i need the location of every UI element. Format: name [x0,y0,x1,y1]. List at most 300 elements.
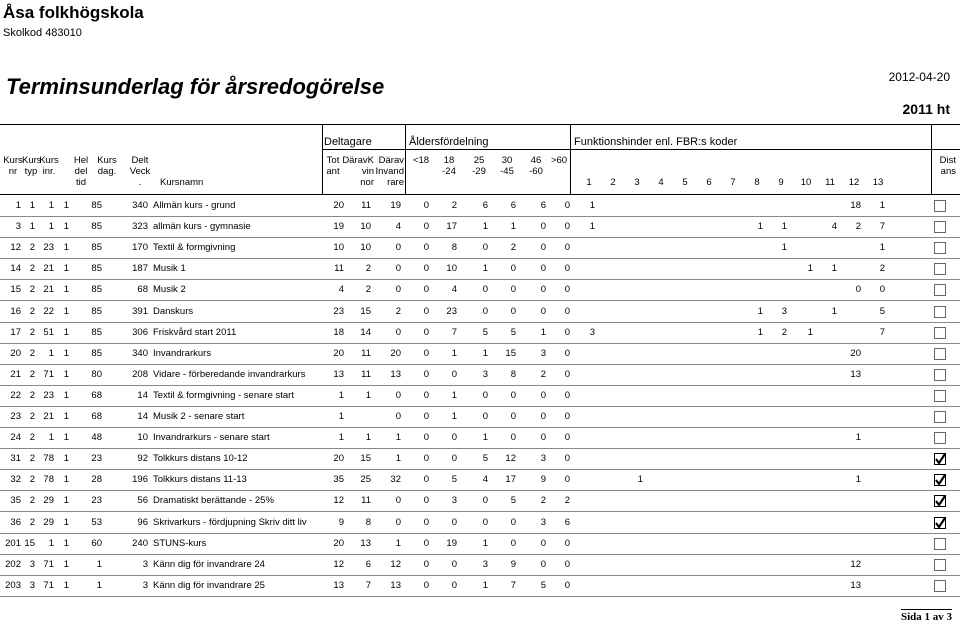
cell-a18_24: 5 [451,474,457,485]
cell-a25_29: 1 [482,221,488,232]
cell-veck: 68 [137,284,148,295]
cell-a60: 0 [564,538,570,549]
cell-heldeltid: 1 [63,474,69,485]
table-row [0,448,960,469]
cell-f11: 1 [831,306,837,317]
cell-f11: 1 [831,263,837,274]
cell-a60: 6 [564,517,570,528]
cell-a46_60: 0 [540,538,546,549]
cell-a30_45: 0 [510,306,516,317]
cell-daravinvandrare: 2 [395,306,401,317]
checkmark-icon [934,494,947,508]
cell-veck: 3 [142,559,148,570]
cell-kursnamn: Invandrarkurs [153,348,212,359]
cell-daravinvandrare: 13 [390,580,401,591]
cell-a46_60: 9 [540,474,546,485]
cell-kursinr: 23 [43,390,54,401]
cell-a30_45: 0 [510,432,516,443]
cell-f13: 7 [879,221,885,232]
cell-a18: 0 [423,284,429,295]
cell-kurstyp: 2 [29,242,35,253]
cell-kursnr: 17 [10,327,21,338]
cell-kursnr: 20 [10,348,21,359]
cell-daravkvinnor: 25 [360,474,371,485]
cell-kurstyp: 15 [24,538,35,549]
cell-a30_45: 12 [505,453,516,464]
cell-totant: 19 [333,221,344,232]
distans-checkbox[interactable] [934,369,946,381]
cell-a30_45: 6 [510,200,516,211]
cell-totant: 12 [333,559,344,570]
distans-checkbox[interactable] [934,580,946,592]
cell-a60: 0 [564,200,570,211]
column-header-a18: <18 [412,155,430,166]
cell-daravkvinnor: 15 [360,453,371,464]
cell-kursnamn: Musik 2 - senare start [153,411,245,422]
cell-f10: 1 [807,263,813,274]
cell-a30_45: 0 [510,411,516,422]
cell-totant: 11 [334,263,344,274]
cell-a18_24: 0 [451,559,457,570]
column-header-kursinr: Kurs inr. [39,155,59,177]
table-row [0,385,960,406]
cell-totant: 1 [338,390,344,401]
cell-kursinr: 21 [43,411,54,422]
cell-daravinvandrare: 20 [390,348,401,359]
column-header-kursnamn: Kursnamn [160,177,204,188]
cell-heldeltid: 1 [63,432,69,443]
cell-veck: 187 [132,263,148,274]
cell-kursnr: 14 [10,263,21,274]
cell-f3: 1 [637,474,643,485]
cell-a18_24: 2 [451,200,457,211]
distans-checkbox[interactable] [934,284,946,296]
cell-daravkvinnor: 6 [365,559,371,570]
cell-a30_45: 0 [510,263,516,274]
column-header-f12: 12 [848,177,860,188]
cell-daravkvinnor [356,406,371,427]
school-code: Skolkod 483010 [3,27,82,39]
cell-a46_60: 0 [540,559,546,570]
cell-daravkvinnor: 7 [365,580,371,591]
cell-f13: 2 [879,263,885,274]
cell-a60: 0 [564,348,570,359]
cell-veck: 340 [132,348,148,359]
cell-kurstyp: 2 [29,411,35,422]
cell-kursnamn: Allmän kurs - grund [153,200,236,211]
cell-f11: 4 [831,221,837,232]
cell-a25_29: 0 [482,390,488,401]
cell-a46_60: 0 [540,432,546,443]
distans-checkbox-checked[interactable] [934,474,946,486]
cell-a25_29: 5 [482,453,488,464]
cell-kursinr: 78 [43,474,54,485]
cell-kurstyp: 2 [29,263,35,274]
cell-veck: 208 [132,369,148,380]
cell-a30_45: 0 [510,538,516,549]
cell-kursnr: 21 [10,369,21,380]
cell-daravkvinnor: 8 [365,517,371,528]
cell-totant: 9 [338,517,344,528]
cell-a25_29: 3 [482,369,488,380]
cell-totant: 12 [333,495,344,506]
cell-kursdag: 23 [91,453,102,464]
cell-kurstyp: 3 [29,580,35,591]
table-row [0,258,960,279]
cell-a60: 0 [564,263,570,274]
column-header-f13: 13 [872,177,884,188]
checkmark-icon [934,473,947,487]
cell-a18_24: 0 [451,369,457,380]
cell-f12: 12 [850,559,861,570]
cell-f12: 20 [850,348,861,359]
table-row [0,490,960,511]
column-header-kursdag: Kurs dag. [97,155,117,177]
cell-a25_29: 1 [482,432,488,443]
cell-a25_29: 4 [482,474,488,485]
cell-kursnamn: allmän kurs - gymnasie [153,221,251,232]
cell-totant: 1 [338,432,344,443]
distans-checkbox[interactable] [934,432,946,444]
cell-daravkvinnor: 10 [360,221,371,232]
cell-veck: 196 [132,474,148,485]
distans-checkbox-checked[interactable] [934,495,946,507]
cell-a46_60: 1 [540,327,546,338]
cell-a30_45: 0 [510,284,516,295]
cell-heldeltid: 1 [63,369,69,380]
cell-kursnr: 16 [10,306,21,317]
cell-kurstyp: 2 [29,432,35,443]
cell-kursnr: 36 [10,517,21,528]
distans-checkbox[interactable] [934,390,946,402]
cell-a46_60: 0 [540,411,546,422]
table-row [0,322,960,343]
cell-kursnr: 202 [5,559,21,570]
column-header-a18_24: 18 -24 [442,155,456,177]
cell-a46_60: 3 [540,348,546,359]
cell-daravinvandrare: 32 [390,474,401,485]
cell-kursdag: 85 [91,242,102,253]
cell-a60: 0 [564,284,570,295]
cell-a18: 0 [423,306,429,317]
cell-totant: 13 [333,580,344,591]
group-divider-funktion [570,124,571,194]
cell-a18_24: 0 [451,580,457,591]
checkmark-icon [934,516,947,530]
cell-f12: 18 [850,200,861,211]
cell-a25_29: 0 [482,495,488,506]
cell-a25_29: 5 [482,327,488,338]
cell-kursdag: 1 [96,580,102,591]
cell-daravinvandrare: 0 [395,263,401,274]
cell-heldeltid: 1 [63,390,69,401]
cell-a46_60: 0 [540,390,546,401]
cell-heldeltid: 1 [63,580,69,591]
cell-f12: 2 [855,221,861,232]
cell-daravkvinnor: 1 [365,432,371,443]
cell-totant: 35 [333,474,344,485]
cell-a60: 0 [564,369,570,380]
cell-kurstyp: 2 [29,306,35,317]
cell-a30_45: 5 [510,327,516,338]
cell-totant: 18 [333,327,344,338]
cell-kursdag: 85 [91,221,102,232]
cell-a60: 0 [564,580,570,591]
cell-kurstyp: 2 [29,369,35,380]
cell-kurstyp: 2 [29,517,35,528]
cell-f13: 1 [879,242,885,253]
cell-a60: 0 [564,327,570,338]
cell-a18_24: 0 [451,517,457,528]
cell-a18_24: 23 [446,306,457,317]
cell-kursinr: 23 [43,242,54,253]
cell-a46_60: 0 [540,221,546,232]
cell-a18: 0 [423,538,429,549]
cell-kursnamn: Känn dig för invandrare 24 [153,559,265,570]
cell-kursinr: 71 [43,559,54,570]
cell-veck: 96 [137,517,148,528]
cell-a25_29: 6 [482,200,488,211]
cell-f1: 1 [589,200,595,211]
cell-daravkvinnor: 13 [360,538,371,549]
cell-a25_29: 1 [482,580,488,591]
cell-f8: 1 [757,221,763,232]
cell-kursinr: 1 [48,221,54,232]
cell-kursnr: 201 [5,538,21,549]
cell-heldeltid: 1 [63,348,69,359]
cell-kursinr: 71 [43,369,54,380]
cell-a60: 0 [564,474,570,485]
cell-a18: 0 [423,263,429,274]
cell-kursdag: 85 [91,284,102,295]
column-header-f11: 11 [825,177,835,188]
distans-checkbox-checked[interactable] [934,517,946,529]
table-row [0,301,960,322]
distans-checkbox[interactable] [934,263,946,275]
table-row [0,216,960,237]
cell-kursnr: 35 [10,495,21,506]
column-header-f9: 9 [778,177,784,188]
cell-daravinvandrare: 13 [390,369,401,380]
cell-kursnr: 12 [10,242,21,253]
cell-kurstyp: 3 [29,559,35,570]
cell-a18: 0 [423,390,429,401]
cell-a18: 0 [423,411,429,422]
cell-heldeltid: 1 [63,327,69,338]
column-header-a60: >60 [550,155,568,166]
column-header-daravinvandrare: Därav Invand rare [375,155,404,188]
cell-veck: 56 [137,495,148,506]
cell-kursnr: 22 [10,390,21,401]
distans-checkbox-checked[interactable] [934,453,946,465]
cell-a25_29: 3 [482,559,488,570]
cell-a60: 0 [564,411,570,422]
cell-totant: 4 [338,284,344,295]
cell-a18: 0 [423,369,429,380]
cell-kursnamn: Vidare - förberedande invandrarkurs [153,369,306,380]
cell-a18_24: 0 [451,432,457,443]
row-divider [0,596,960,597]
term: 2011 ht [902,101,950,117]
column-header-f4: 4 [658,177,664,188]
cell-f12: 13 [850,369,861,380]
cell-daravkvinnor: 15 [360,306,371,317]
cell-a18_24: 7 [451,327,457,338]
cell-kursinr: 1 [48,348,54,359]
cell-a46_60: 0 [540,263,546,274]
cell-heldeltid: 1 [63,495,69,506]
cell-a30_45: 5 [510,495,516,506]
cell-kursnamn: Musik 2 [153,284,186,295]
cell-a46_60: 3 [540,453,546,464]
cell-heldeltid: 1 [63,411,69,422]
cell-daravinvandrare: 0 [395,284,401,295]
table-row [0,575,960,596]
cell-f12: 0 [855,284,861,295]
cell-heldeltid: 1 [63,221,69,232]
cell-f9: 2 [781,327,787,338]
distans-checkbox[interactable] [934,242,946,254]
cell-f8: 1 [757,306,763,317]
distans-checkbox[interactable] [934,538,946,550]
distans-checkbox[interactable] [934,411,946,423]
cell-kursnamn: Tolkkurs distans 10-12 [153,453,248,464]
cell-a30_45: 7 [510,580,516,591]
group-alder: Åldersfördelning [409,136,489,148]
distans-checkbox[interactable] [934,348,946,360]
cell-f9: 1 [781,242,787,253]
cell-daravkvinnor: 10 [360,242,371,253]
cell-a46_60: 3 [540,517,546,528]
cell-daravkvinnor: 2 [365,263,371,274]
cell-totant: 20 [333,538,344,549]
table-row [0,512,960,533]
cell-a18: 0 [423,474,429,485]
cell-a18: 0 [423,495,429,506]
cell-a25_29: 0 [482,242,488,253]
cell-totant: 23 [333,306,344,317]
column-header-f3: 3 [634,177,640,188]
cell-f9: 1 [781,221,787,232]
cell-a30_45: 0 [510,517,516,528]
distans-checkbox[interactable] [934,221,946,233]
cell-a18: 0 [423,517,429,528]
cell-kursnamn: STUNS-kurs [153,538,207,549]
cell-a60: 2 [564,495,570,506]
distans-checkbox[interactable] [934,559,946,571]
cell-a18_24: 0 [451,453,457,464]
cell-a30_45: 0 [510,390,516,401]
cell-kursinr: 1 [48,200,54,211]
cell-a18_24: 4 [451,284,457,295]
cell-f10: 1 [807,327,813,338]
cell-kursdag: 60 [91,538,102,549]
column-header-f8: 8 [754,177,760,188]
cell-f1: 1 [589,221,595,232]
cell-a30_45: 9 [510,559,516,570]
cell-kursnamn: Skrivarkurs - fördjupning Skriv ditt liv [153,517,307,528]
cell-kursinr: 29 [43,517,54,528]
cell-daravinvandrare: 19 [390,200,401,211]
cell-kursnamn: Musik 1 [153,263,186,274]
cell-daravinvandrare: 4 [395,221,401,232]
cell-f13: 0 [879,284,885,295]
cell-kursdag: 28 [91,474,102,485]
cell-a60: 0 [564,432,570,443]
header-rule [0,124,960,125]
table-row [0,533,960,554]
page-title: Terminsunderlag för årsredogörelse [6,74,385,99]
cell-a60: 0 [564,221,570,232]
column-header-a30_45: 30 -45 [500,155,514,177]
cell-a46_60: 6 [540,200,546,211]
cell-kursnr: 3 [15,221,21,232]
cell-heldeltid: 1 [63,306,69,317]
group-deltagare: Deltagare [324,136,372,148]
cell-kurstyp: 2 [29,348,35,359]
cell-totant: 20 [333,453,344,464]
column-header-f1: 1 [586,177,592,188]
cell-daravkvinnor: 2 [365,284,371,295]
cell-kursinr: 78 [43,453,54,464]
column-header-veck: Delt Veck . [129,155,151,188]
cell-kursdag: 23 [91,495,102,506]
cell-kursnamn: Tolkkurs distans 11-13 [153,474,247,485]
cell-a46_60: 5 [540,580,546,591]
cell-a18_24: 1 [451,390,457,401]
cell-kursdag: 85 [91,348,102,359]
cell-a46_60: 2 [540,495,546,506]
cell-kurstyp: 2 [29,495,35,506]
cell-f9: 3 [781,306,787,317]
cell-heldeltid: 1 [63,284,69,295]
column-header-distans: Dist ans [939,155,956,177]
cell-daravinvandrare: 1 [395,432,401,443]
cell-a25_29: 0 [482,306,488,317]
cell-veck: 10 [137,432,148,443]
cell-kursnamn: Textil & formgivning [153,242,236,253]
cell-kursdag: 85 [91,306,102,317]
cell-veck: 340 [132,200,148,211]
cell-a30_45: 1 [510,221,516,232]
cell-kursinr: 21 [43,284,54,295]
cell-a60: 0 [564,242,570,253]
cell-kursnr: 31 [10,453,21,464]
cell-kursinr: 29 [43,495,54,506]
cell-veck: 323 [132,221,148,232]
cell-kursinr: 1 [48,432,54,443]
distans-checkbox[interactable] [934,200,946,212]
cell-daravkvinnor: 11 [361,369,371,380]
cell-daravkvinnor: 11 [361,348,371,359]
distans-checkbox[interactable] [934,327,946,339]
cell-totant: 20 [333,348,344,359]
cell-a18: 0 [423,200,429,211]
cell-a18_24: 19 [446,538,457,549]
cell-a60: 0 [564,559,570,570]
cell-a25_29: 0 [482,284,488,295]
cell-f13: 7 [879,327,885,338]
cell-kursdag: 80 [91,369,102,380]
table-row [0,279,960,300]
group-rule [322,149,960,150]
cell-heldeltid: 1 [63,453,69,464]
cell-kurstyp: 2 [29,284,35,295]
cell-kursdag: 68 [91,390,102,401]
column-header-f7: 7 [730,177,736,188]
table-row [0,427,960,448]
distans-checkbox[interactable] [934,306,946,318]
